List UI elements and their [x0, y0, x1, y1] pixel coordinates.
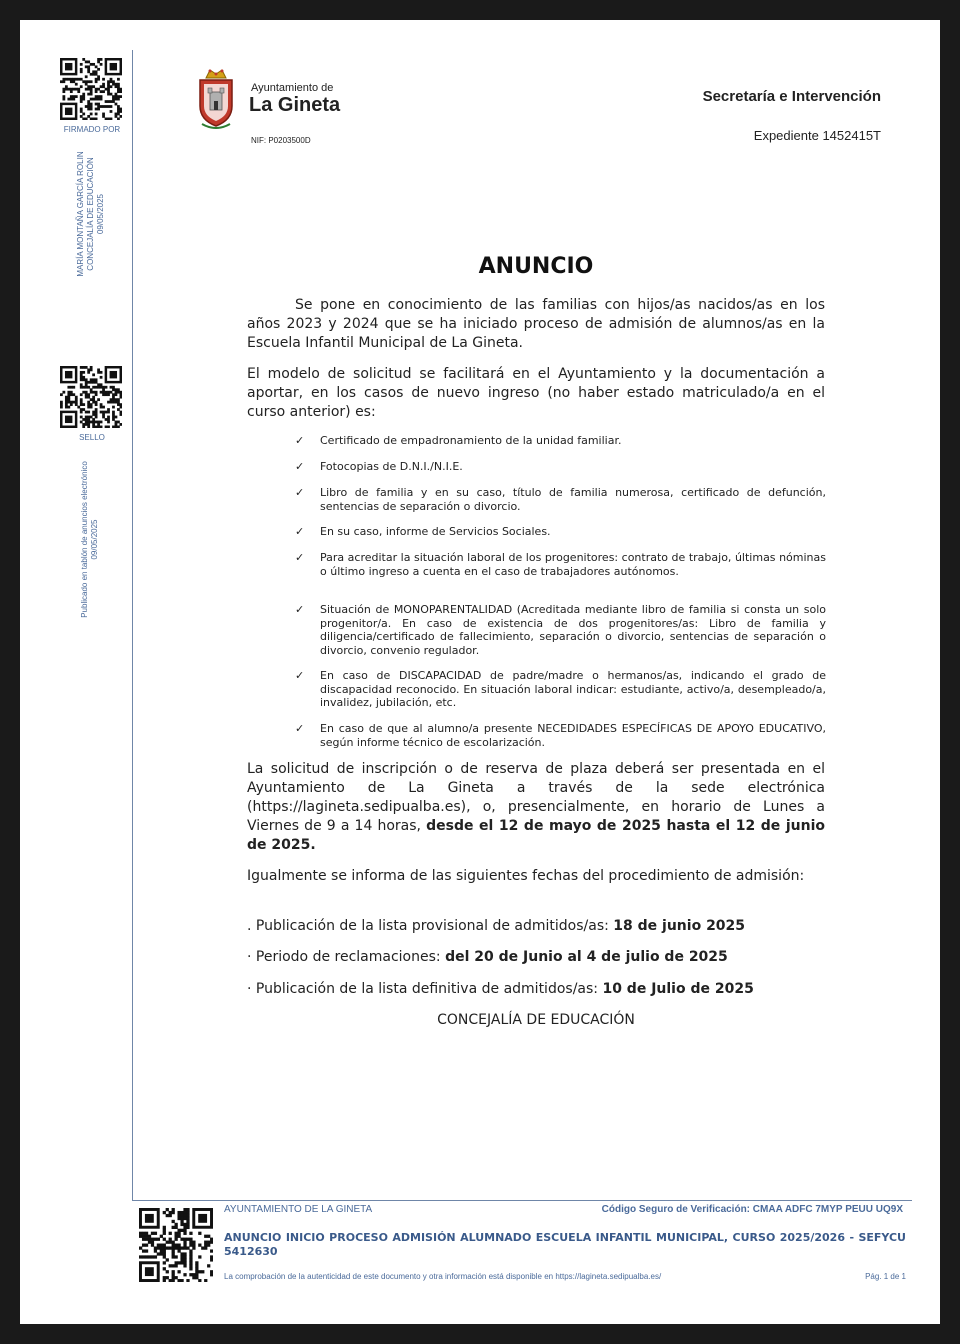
list-item [295, 603, 826, 657]
list-item-text: Libro de familia y en su caso, título de familia numerosa, certificado de defunción, sentencias de separación o divorcio. [320, 486, 826, 513]
footer-page-number: Pág. 1 de 1 [865, 1272, 906, 1281]
department-name: Secretaría e Intervención [702, 88, 881, 105]
requirements-paragraph: El modelo de solicitud se facilitará en el Ayuntamiento y la documentación a aportar, en los casos de nuevo ingreso (no haber estado matriculado/a en el curso anterior) es: [247, 366, 825, 420]
seal-label: SELLO [79, 433, 105, 442]
check-icon: ✓ [295, 486, 305, 499]
org-small-name: Ayuntamiento de [251, 82, 334, 94]
list-item [295, 722, 826, 749]
list-item-text: En caso de DISCAPACIDAD de padre/madre o hermanos/as, indicando el grado de discapacidad reconocido. En situación laboral indicar: estudiante, activo/a, desempleado/a, invalidez, jubilación, etc. [320, 669, 826, 709]
list-item [295, 486, 826, 513]
dates-intro-paragraph: Igualmente se informa de las siguientes fechas del procedimiento de admisión: [247, 868, 805, 884]
check-icon: ✓ [295, 434, 305, 447]
list-item-text: Situación de MONOPARENTALIDAD (Acreditada mediante libro de familia si consta un solo progenitor/a. En caso de existencia de dos progenitores/as: Libro de familia y diligencia/certificado de fallecimiento, separación o divorcio, sentencias de separación o divorcio, convenio regulador. [320, 603, 826, 657]
list-item-text: En caso de que al alumno/a presente NECEDIDADES ESPECÍFICAS DE APOYO EDUCATIVO, según informe técnico de escolarización. [320, 722, 826, 749]
published-date: 09/05/2025 [90, 519, 99, 560]
footer-divider [132, 1200, 912, 1201]
check-icon: ✓ [295, 551, 305, 564]
footer-org: AYUNTAMIENTO DE LA GINETA [224, 1204, 373, 1215]
list-item-text: En su caso, informe de Servicios Sociales. [320, 525, 551, 538]
check-icon: ✓ [295, 669, 305, 682]
signer-block [76, 144, 106, 284]
nif: NIF: P0203500D [251, 136, 311, 145]
check-icon: ✓ [295, 525, 305, 538]
submission-deadline: desde el 12 de mayo de 2025 hasta el 12 de junio de 2025. [247, 818, 825, 853]
submission-paragraph [247, 760, 825, 855]
published-text: Publicado en tablón de anuncios electrónico [80, 461, 89, 618]
claims-period-date [247, 948, 728, 967]
check-icon: ✓ [295, 460, 305, 473]
list-item [295, 434, 826, 448]
list-item [295, 551, 826, 578]
footer-document-title: ANUNCIO INICIO PROCESO ADMISIÓN ALUMNADO ESCUELA INFANTIL MUNICIPAL, CURSO 2025/2026 - SEFYCU 5412630 [224, 1231, 906, 1258]
check-icon: ✓ [295, 603, 305, 616]
document-title: ANUNCIO [478, 254, 594, 279]
list-item [295, 525, 826, 539]
list-item-text: Fotocopias de D.N.I./N.I.E. [320, 460, 463, 473]
signer-name: MARÍA MONTAÑA GARCÍA ROLIN [76, 151, 85, 277]
date-label: · Periodo de reclamaciones: [247, 949, 441, 965]
date-label: . Publicación de la lista provisional de admitidos/as: [247, 918, 609, 934]
intro-paragraph: Se pone en conocimiento de las familias con hijos/as nacidos/as en los años 2023 y 2024 que se ha iniciado proceso de admisión de alumnos/as en la Escuela Infantil Municipal de La Gineta. [247, 297, 825, 351]
list-item [295, 460, 826, 474]
submission-text: La solicitud de inscripción o de reserva de plaza deberá ser presentada en el Ayuntamiento de La Gineta a través de la sede electrónica (https://lagineta.sedipualba.es), o, presencialmente, en horario de Lunes a Viernes de 9 a 14 horas, [247, 761, 825, 834]
signer-role: CONCEJALÍA DE EDUCACIÓN [86, 157, 95, 271]
final-list-date [247, 980, 754, 999]
date-value: 18 de junio 2025 [613, 918, 746, 934]
footer-verification-text: La comprobación de la autenticidad de este documento y otra información está disponible en https://lagineta.sedipualba.es/ [224, 1272, 662, 1281]
file-number: Expediente 1452415T [753, 128, 881, 143]
list-item-text: Certificado de empadronamiento de la unidad familiar. [320, 434, 622, 447]
signature-department: CONCEJALÍA DE EDUCACIÓN [437, 1012, 635, 1028]
provisional-list-date [247, 917, 745, 936]
org-name: La Gineta [249, 94, 341, 116]
seal-qr-code [60, 366, 122, 428]
signed-date: 09/05/2025 [96, 193, 105, 235]
footer-csv: Código Seguro de Verificación: CMAA ADFC 7MYP PEUU UQ9X [601, 1204, 903, 1215]
date-value: del 20 de Junio al 4 de julio de 2025 [445, 949, 728, 965]
sidebar-divider [132, 50, 133, 1200]
signed-by-label: FIRMADO POR [63, 125, 121, 134]
verification-qr-code [139, 1208, 213, 1282]
coat-of-arms-icon [196, 66, 236, 136]
list-item [295, 669, 826, 710]
signature-qr-code [60, 58, 122, 120]
date-value: 10 de Julio de 2025 [602, 981, 754, 997]
document-page [20, 20, 940, 1324]
date-label: · Publicación de la lista definitiva de admitidos/as: [247, 981, 598, 997]
check-icon: ✓ [295, 722, 305, 735]
list-item-text: Para acreditar la situación laboral de los progenitores: contrato de trabajo, últimas nóminas o último ingreso a cuenta en el caso de trabajadores autónomos. [320, 551, 826, 578]
publication-block [80, 447, 100, 632]
